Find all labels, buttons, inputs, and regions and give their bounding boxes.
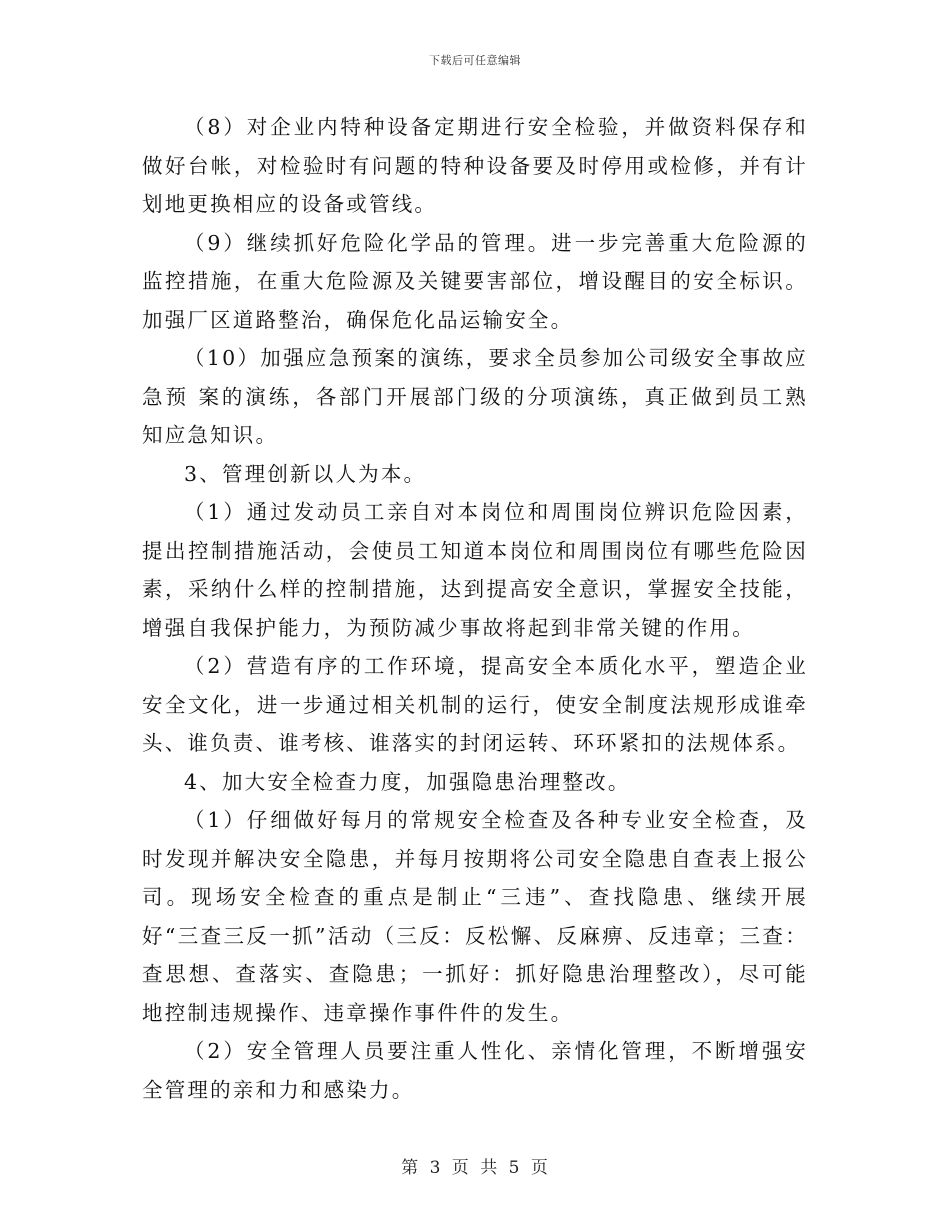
paragraph-3-2: （2）营造有序的工作环境，提高安全本质化水平，塑造企业安全文化，进一步通过相关机制的运行，使安全制度法规形成谁牵头、谁负责、谁考核、谁落实的封闭运转、环环紧扣的法规体系。: [142, 654, 808, 755]
paragraph-4-1: （1）仔细做好每月的常规安全检查及各种专业安全检查，及时发现并解决安全隐患，并每月按期将公司安全隐患自查表上报公司。现场安全检查的重点是制止“三违”、查找隐患、继续开展好“三查三反一抓”活动（三反：反松懈、反麻痹、反违章；三查：查思想、查落实、查隐患；一抓好：抓好隐患治理整改），尽可能地控制违规操作、违章操作事件件的发生。: [142, 808, 808, 1025]
page-header: 下载后可任意编辑: [429, 54, 521, 67]
section-heading-4: 4、加大安全检查力度，加强隐患治理整改。: [184, 769, 631, 794]
paragraph-item-9: （9）继续抓好危险化学品的管理。进一步完善重大危险源的监控措施，在重大危险源及关键要害部位，增设醒目的安全标识。加强厂区道路整治，确保危化品运输安全。: [142, 230, 808, 332]
paragraph-4-2: （2）安全管理人员要注重人性化、亲情化管理，不断增强安全管理的亲和力和感染力。: [142, 1039, 808, 1102]
page-number: 第 3 页 共 5 页: [401, 1158, 549, 1178]
paragraph-item-10: （10）加强应急预案的演练，要求全员参加公司级安全事故应急预 案的演练，各部门开展部门级的分项演练，真正做到员工熟知应急知识。: [142, 346, 808, 447]
paragraph-item-8: （8）对企业内特种设备定期进行安全检验，并做资料保存和做好台帐，对检验时有问题的特种设备要及时停用或检修，并有计划地更换相应的设备或管线。: [142, 115, 808, 216]
document-body: [142, 108, 808, 1109]
paragraph-3-1: （1）通过发动员工亲自对本岗位和周围岗位辨识危险因素，提出控制措施活动，会使员工知道本岗位和周围岗位有哪些危险因素，采纳什么样的控制措施，达到提高安全意识，掌握安全技能，增强自我保护能力，为预防减少事故将起到非常关键的作用。: [142, 500, 808, 640]
section-heading-3: 3、管理创新以人为本。: [184, 461, 427, 486]
